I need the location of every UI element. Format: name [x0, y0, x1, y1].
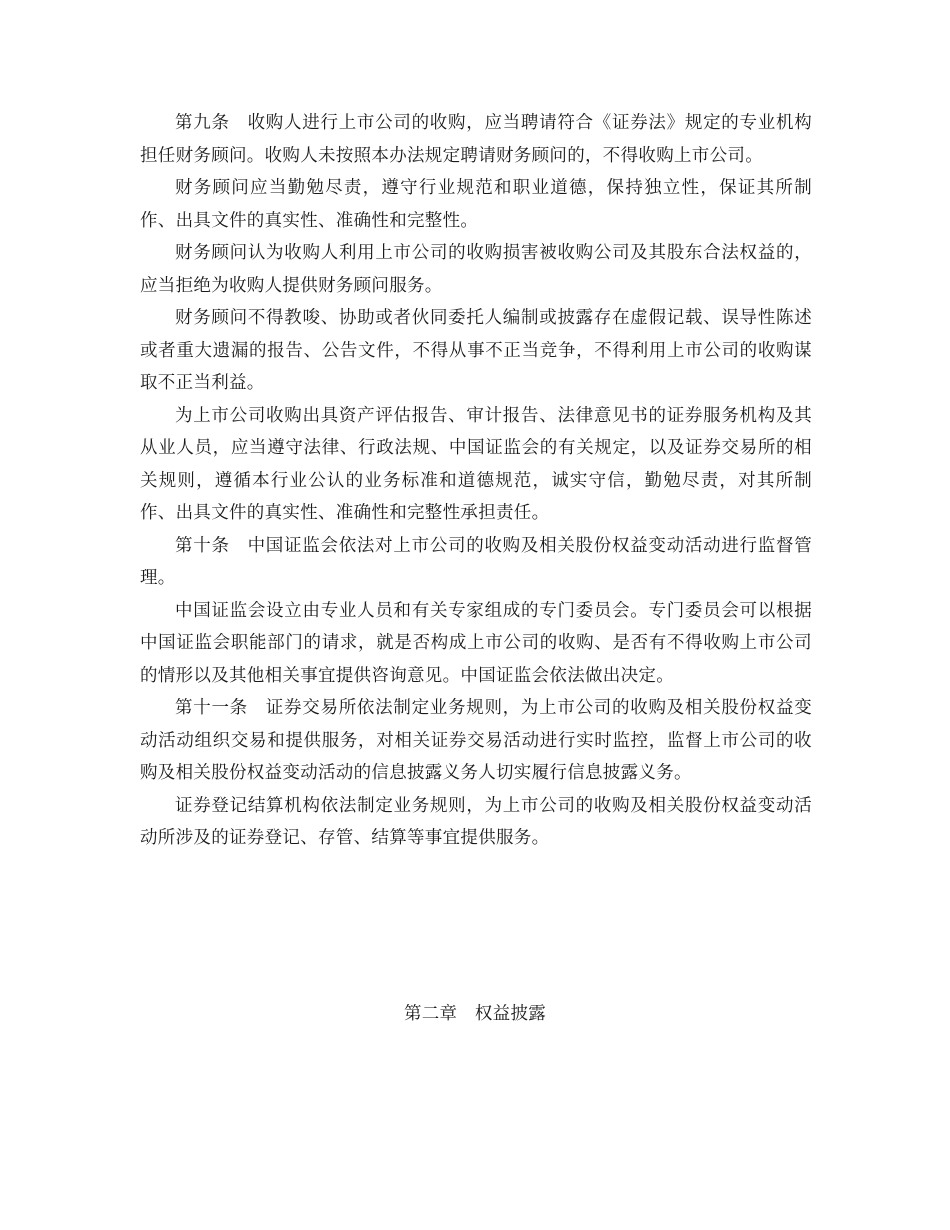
body-text: [140, 107, 812, 855]
chapter-heading: [0, 998, 950, 1030]
paragraph-text: 证券交易所依法制定业务规则，为上市公司的收购及相关股份权益变动活动组织交易和提供服务，对相关证券交易活动进行实时监控，监督上市公司的收购及相关股份权益变动活动的信息披露义务人切实履行信息披露义务。: [140, 698, 813, 783]
paragraph-text: 收购人进行上市公司的收购，应当聘请符合《证券法》规定的专业机构担任财务顾问。收购人未按照本办法规定聘请财务顾问的，不得收购上市公司。: [140, 113, 812, 166]
paragraph-article-9: [140, 107, 812, 172]
article-label: 第十一条: [175, 698, 248, 718]
paragraph: 财务顾问认为收购人利用上市公司的收购损害被收购公司及其股东合法权益的，应当拒绝为收购人提供财务顾问服务。: [140, 243, 812, 296]
chapter-name: 权益披露: [474, 1004, 547, 1024]
paragraph-article-10: [140, 530, 812, 595]
article-label: 第九条: [175, 113, 230, 133]
article-label: 第十条: [175, 535, 230, 556]
paragraph-text: 中国证监会依法对上市公司的收购及相关股份权益变动活动进行监督管理。: [140, 535, 812, 588]
paragraph: 为上市公司收购出具资产评估报告、审计报告、法律意见书的证券服务机构及其从业人员，应当遵守法律、行政法规、中国证监会的有关规定，以及证券交易所的相关规则，遵循本行业公认的业务标准和道德规范，诚实守信，勤勉尽责，对其所制作、出具文件的真实性、准确性和完整性承担责任。: [140, 405, 812, 523]
chapter-number: 第二章: [403, 1004, 458, 1024]
paragraph: 财务顾问不得教唆、协助或者伙同委托人编制或披露存在虚假记载、误导性陈述或者重大遗漏的报告、公告文件，不得从事不正当竞争，不得利用上市公司的收购谋取不正当利益。: [140, 308, 812, 393]
paragraph: 证券登记结算机构依法制定业务规则，为上市公司的收购及相关股份权益变动活动所涉及的证券登记、存管、结算等事宜提供服务。: [140, 795, 812, 848]
paragraph: 财务顾问应当勤勉尽责，遵守行业规范和职业道德，保持独立性，保证其所制作、出具文件的真实性、准确性和完整性。: [140, 178, 812, 231]
paragraph-article-11: [140, 692, 812, 790]
paragraph: 中国证监会设立由专业人员和有关专家组成的专门委员会。专门委员会可以根据中国证监会职能部门的请求，就是否构成上市公司的收购、是否有不得收购上市公司的情形以及其他相关事宜提供咨询意见。中国证监会依法做出决定。: [140, 600, 812, 686]
